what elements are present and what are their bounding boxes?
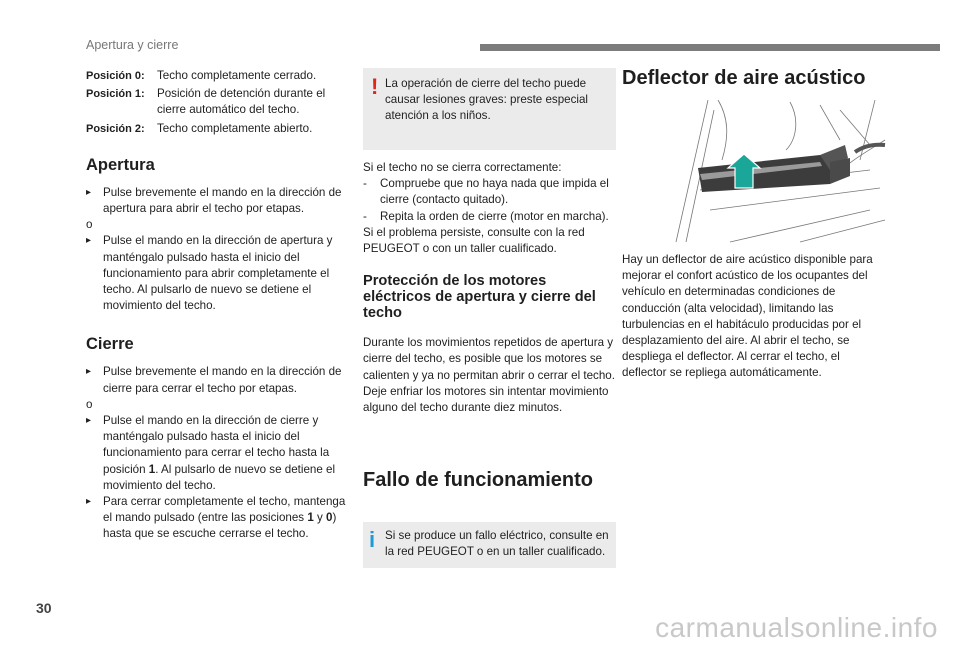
position-text: Techo completamente abierto. <box>157 121 313 135</box>
proteccion-heading: Protección de los motores eléctricos de apertura y cierre del techo <box>363 273 596 322</box>
apertura-bullet-2 <box>86 233 348 314</box>
dash-item-1: - Compruebe que no haya nada que impida el cierre (contacto quitado). <box>363 176 617 208</box>
bullet-icon: ▸ <box>86 366 92 378</box>
watermark: carmanualsonline.info <box>655 612 938 643</box>
column-right <box>622 66 882 90</box>
position-row-2 <box>86 121 348 137</box>
info-text: Si se produce un fallo eléctrico, consulte en la red PEUGEOT o en un taller cualificado. <box>385 529 609 559</box>
header-bar <box>480 44 940 51</box>
info-box <box>363 522 616 568</box>
position-label: Posición 2: <box>86 122 145 135</box>
bullet-text: Para cerrar completamente el techo, mantenga el mando pulsado (entre las posiciones 1 y 0) hasta que se escuche cerrarse el techo. <box>103 495 346 541</box>
column-middle <box>363 160 617 492</box>
position-text: Posición de detención durante el cierre automático del techo. <box>157 87 326 117</box>
cierre-bullet-3 <box>86 494 348 543</box>
warning-text: La operación de cierre del techo puede causar lesiones graves: preste especial atención a los niños. <box>385 77 588 123</box>
incorrect-close-intro: Si el techo no se cierra correctamente: <box>363 161 562 174</box>
dash-text: Repita la orden de cierre (motor en marcha). <box>380 209 609 223</box>
deflector-text: Hay un deflector de aire acústico disponible para mejorar el confort acústico de los ocupantes del vehículo en determinadas condiciones de conducción (alta velocidad), limitando las turbulencias en el habitáculo producidas por el desplazamiento del aire. Al abrir el techo, se despliega el deflector. Al cerrar el techo, el deflector se repliega automáticamente. <box>622 253 873 380</box>
info-icon: i <box>369 527 376 552</box>
dash-text: Compruebe que no haya nada que impida el cierre (contacto quitado). <box>380 177 609 207</box>
bullet-icon: ▸ <box>86 415 92 427</box>
column-left <box>86 68 348 543</box>
dash-item-2: - Repita la orden de cierre (motor en marcha). <box>363 209 617 225</box>
bullet-icon: ▸ <box>86 186 92 198</box>
position-row-1 <box>86 86 348 118</box>
position-label: Posición 1: <box>86 88 145 101</box>
bullet-text: Pulse brevemente el mando en la dirección de apertura para abrir el techo por etapas. <box>103 185 342 216</box>
warning-box <box>363 68 616 150</box>
proteccion-text: Durante los movimientos repetidos de apertura y cierre del techo, es posible que los motores se calienten y ya no permitan abrir o cerrar el techo. Deje enfriar los motores sin intentar movimiento alguno del techo durante diez minutos. <box>363 336 615 415</box>
bullet-text: Pulse el mando en la dirección de cierre y manténgalo pulsado hasta el inicio del funcionamiento para cerrar el techo hasta la posición 1. Al pulsarlo de nuevo se detiene el movimiento del techo. <box>103 414 336 492</box>
warning-icon: ! <box>371 74 379 99</box>
or-text: o <box>86 218 93 232</box>
apertura-bullet-1 <box>86 185 348 217</box>
bullet-icon: ▸ <box>86 235 92 247</box>
cierre-bullet-1 <box>86 364 348 396</box>
deflector-heading: Deflector de aire acústico <box>622 67 866 89</box>
incorrect-close-outro: Si el problema persiste, consulte con la red PEUGEOT o con un taller cualificado. <box>363 225 585 256</box>
fallo-heading: Fallo de funcionamiento <box>363 469 594 492</box>
deflector-illustration <box>670 100 890 245</box>
cierre-bullet-2 <box>86 413 348 494</box>
position-row-0 <box>86 68 348 84</box>
bullet-text: Pulse el mando en la dirección de apertura y manténgalo pulsado hasta el inicio del funcionamiento para abrir completamente el techo. Al pulsarlo de nuevo se detiene el movimiento del techo. <box>103 234 333 313</box>
position-label: Posición 0: <box>86 70 145 82</box>
position-text: Techo completamente cerrado. <box>157 69 317 82</box>
cierre-heading: Cierre <box>86 335 134 354</box>
apertura-heading: Apertura <box>86 155 155 174</box>
or-text: o <box>86 397 93 411</box>
section-header: Apertura y cierre <box>86 38 179 52</box>
bullet-icon: ▸ <box>86 496 92 508</box>
bullet-text: Pulse brevemente el mando en la dirección de cierre para cerrar el techo por etapas. <box>103 365 342 395</box>
page-number: 30 <box>36 600 52 616</box>
deflector-text-block <box>622 252 878 382</box>
